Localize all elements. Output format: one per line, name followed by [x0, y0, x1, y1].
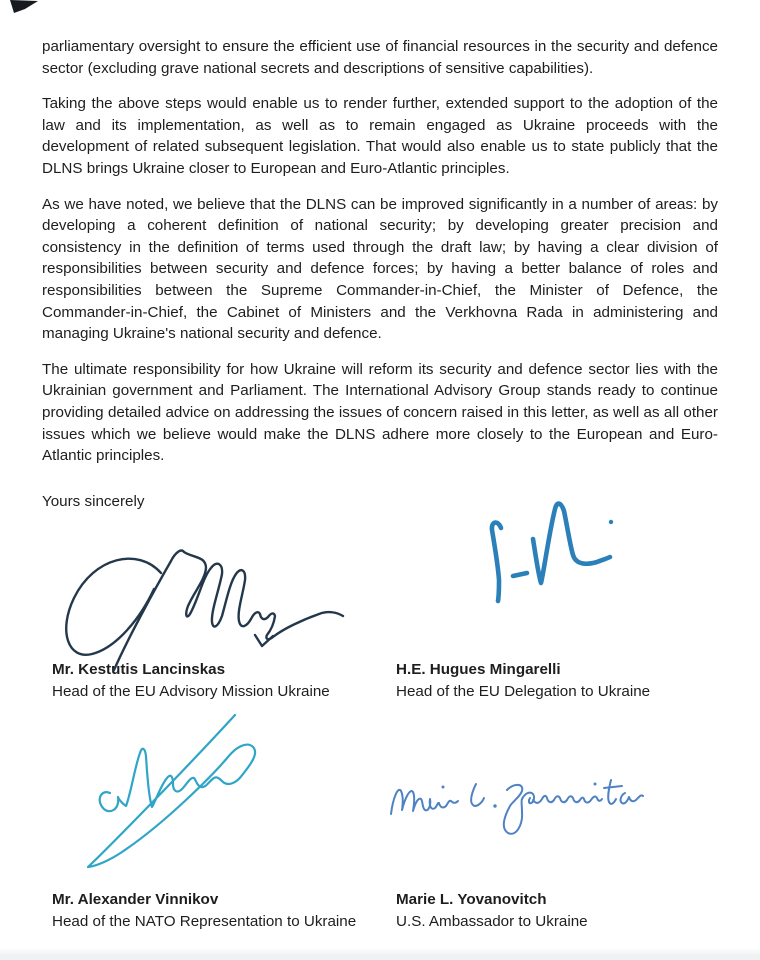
letter-paragraph: The ultimate responsibility for how Ukraine will reform its security and defence sector lies with the Ukrainian government and Parliament. The International Advisory Group stands ready to continue providing detailed advice on addressing the issues of concern raised in this letter, as well as all other issues which we believe would make the DLNS adhere more closely to the European and Euro-Atlantic principles.: [42, 360, 718, 465]
signatory-block-yovanovitch: [396, 889, 588, 932]
signatory-title: Head of the NATO Representation to Ukraine: [52, 912, 357, 930]
letter-closing: Yours sincerely: [42, 492, 145, 510]
handwritten-signature-lancinskas: [58, 543, 350, 673]
handwritten-signature-vinnikov: [60, 703, 310, 878]
letter-body: [42, 36, 718, 526]
signatory-name: Marie L. Yovanovitch: [396, 891, 547, 908]
signatory-name: Mr. Alexander Vinnikov: [52, 891, 219, 908]
signatory-block-vinnikov: [52, 889, 356, 932]
letter-paragraph: parliamentary oversight to ensure the efficient use of financial resources in the security and defence sector (excluding grave national secrets and descriptions of sensitive capabilities).: [42, 38, 718, 77]
scan-shadow-band: [0, 948, 760, 960]
letter-paragraph: Taking the above steps would enable us to render further, extended support to the adoption of the law and its implementation, as well as to remain engaged as Ukraine proceeds with the development of related subsequent legislation. That would also enable us to state publicly that the DLNS brings Ukraine closer to European and Euro-Atlantic principles.: [42, 95, 718, 177]
handwritten-signature-yovanovitch: [383, 772, 648, 857]
signatory-name: Mr. Kestutis Lancinskas: [52, 661, 226, 678]
signatory-block-mingarelli: [396, 659, 650, 702]
signatory-title: Head of the EU Delegation to Ukraine: [396, 682, 651, 700]
signatory-title: U.S. Ambassador to Ukraine: [396, 912, 588, 930]
letter-paragraph: As we have noted, we believe that the DLNS can be improved significantly in a number of areas: by developing a coherent definition of national security; by developing greater precision and consistency in the definition of terms used through the draft law; by having a clear division of responsibilities between security and defence forces; by having a better balance of roles and responsibilities between the Supreme Commander-in-Chief, the Minister of Defence, the Commander-in-Chief, the Cabinet of Ministers and the Verkhovna Rada in administering and managing Ukraine's national security and defence.: [42, 195, 718, 343]
signatory-title: Head of the EU Advisory Mission Ukraine: [52, 682, 330, 700]
handwritten-signature-mingarelli: [465, 495, 655, 610]
signatory-name: H.E. Hugues Mingarelli: [396, 661, 561, 678]
scan-artifact-mark-icon: [8, 0, 44, 16]
